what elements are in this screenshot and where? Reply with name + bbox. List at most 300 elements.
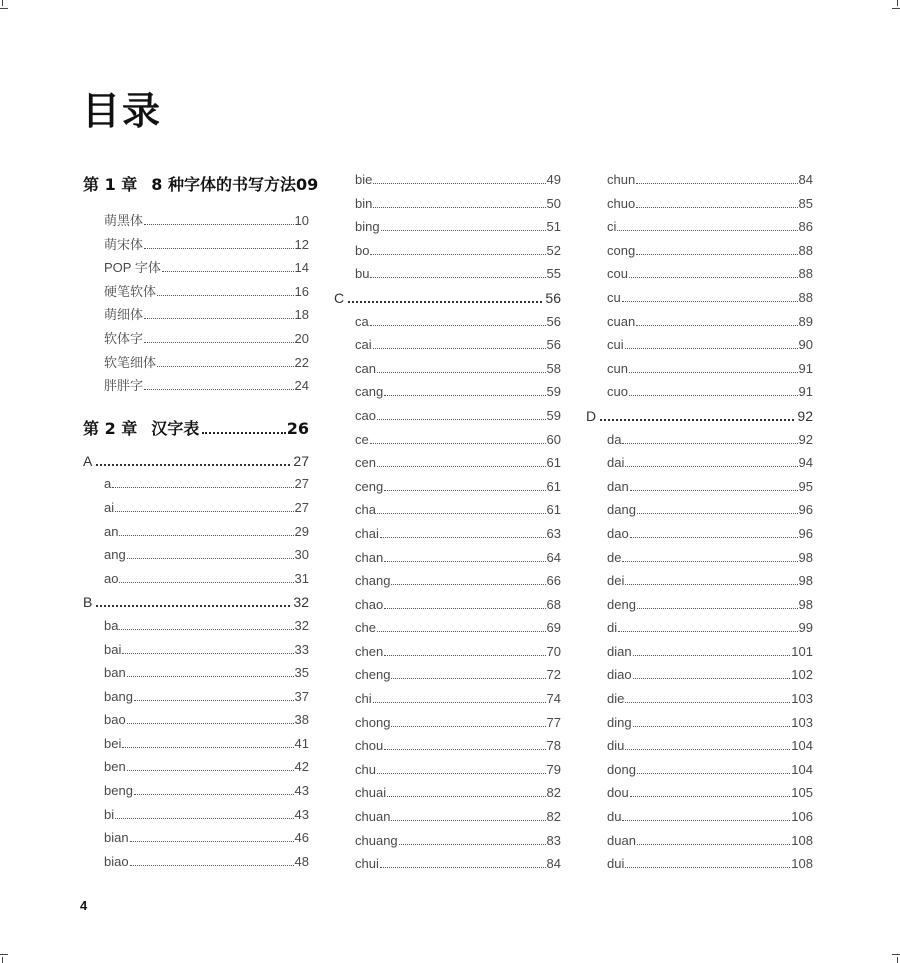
toc-entry-label: chuan [355, 809, 391, 825]
toc-entry-page: 108 [791, 832, 813, 848]
dot-leader [637, 513, 798, 514]
toc-entry-label: dian [607, 643, 632, 659]
toc-entry-label: bin [355, 195, 373, 211]
toc-entry-label: dui [607, 856, 625, 872]
toc-entry-label: cuo [607, 384, 628, 400]
toc-entry-page: 56 [545, 289, 561, 306]
chapter-heading[interactable] [83, 416, 309, 440]
crop-mark [2, 957, 9, 963]
toc-entry-label: 软笔细体 [104, 354, 157, 370]
toc-entry-label: bai [104, 641, 122, 657]
dot-leader [630, 537, 798, 538]
toc-entry[interactable] [83, 642, 309, 666]
toc-entry[interactable] [83, 689, 309, 713]
toc-entry[interactable] [586, 526, 813, 550]
toc-entry[interactable] [334, 432, 561, 456]
toc-entry-label: che [355, 620, 376, 636]
toc-entry-label: cen [355, 455, 376, 471]
crop-mark [891, 957, 898, 963]
toc-entry[interactable] [586, 691, 813, 715]
toc-entry-label: bao [104, 712, 126, 728]
dot-leader [380, 537, 546, 538]
toc-entry-page: 30 [294, 547, 309, 563]
toc-entry[interactable] [83, 304, 309, 328]
toc-letter-heading[interactable] [83, 453, 309, 477]
dot-leader [600, 419, 794, 421]
toc-entry[interactable] [83, 375, 309, 399]
toc-entry[interactable] [586, 738, 813, 762]
toc-entry[interactable] [586, 573, 813, 597]
toc-entry[interactable] [83, 352, 309, 376]
dot-leader [380, 867, 546, 868]
toc-entry[interactable] [334, 314, 561, 338]
spacer [83, 399, 309, 416]
toc-entry-page: 56 [546, 313, 561, 329]
toc-entry[interactable] [334, 337, 561, 361]
toc-entry-label: bei [104, 735, 122, 751]
toc-entry[interactable] [586, 432, 813, 456]
toc-entry[interactable] [586, 856, 813, 880]
dot-leader [377, 773, 546, 774]
toc-entry-label: chou [355, 738, 384, 754]
toc-entry-page: 92 [797, 407, 813, 424]
dot-leader [377, 513, 546, 514]
toc-entry-label: a [104, 476, 112, 492]
toc-entry[interactable] [83, 759, 309, 783]
crop-mark [0, 948, 8, 955]
toc-entry-label: dan [607, 478, 629, 494]
toc-entry[interactable] [586, 667, 813, 691]
toc-entry[interactable] [83, 547, 309, 571]
toc-entry[interactable] [334, 620, 561, 644]
dot-leader [115, 511, 293, 512]
dot-leader [629, 372, 798, 373]
toc-entry-page: 91 [798, 384, 813, 400]
dot-leader [157, 295, 294, 296]
dot-leader [625, 702, 790, 703]
toc-letter-heading[interactable] [334, 290, 561, 314]
toc-entry-page: 43 [294, 783, 309, 799]
dot-leader [637, 608, 798, 609]
toc-entry-label: ben [104, 759, 126, 775]
toc-entry-page: 82 [546, 809, 561, 825]
toc-entry[interactable] [83, 210, 309, 234]
toc-entry[interactable] [586, 455, 813, 479]
chapter-title: 8 种字体的书写方法09 [151, 175, 319, 194]
dot-leader [630, 490, 798, 491]
page-number: 4 [80, 898, 88, 913]
dot-leader [633, 678, 791, 679]
toc-entry[interactable] [334, 384, 561, 408]
toc-entry-page: 103 [791, 691, 813, 707]
toc-entry[interactable] [83, 281, 309, 305]
toc-entry-label: du [607, 809, 622, 825]
toc-entry[interactable] [334, 172, 561, 196]
dot-leader [391, 584, 545, 585]
toc-entry-label: bu [355, 266, 370, 282]
toc-entry-label: duan [607, 832, 636, 848]
toc-entry-label: cu [607, 289, 621, 305]
toc-entry-label: bian [104, 830, 129, 846]
toc-entry[interactable] [83, 854, 309, 878]
toc-entry[interactable] [586, 785, 813, 809]
crop-mark [2, 0, 9, 6]
toc-entry[interactable] [334, 502, 561, 526]
toc-entry-label: can [355, 360, 376, 376]
toc-entry-label: ci [607, 219, 617, 235]
dot-leader [391, 726, 545, 727]
toc-entry-label: 硬笔软体 [104, 283, 157, 299]
toc-entry-page: 24 [294, 378, 309, 394]
toc-entry-page: 105 [791, 785, 813, 801]
toc-entry-label: 萌黑体 [104, 213, 144, 228]
toc-entry[interactable] [83, 524, 309, 548]
toc-entry-label: chuai [355, 785, 387, 801]
dot-leader [122, 653, 293, 654]
toc-entry[interactable] [334, 526, 561, 550]
toc-entry-page: 91 [798, 360, 813, 376]
toc-entry-label: chai [355, 525, 379, 541]
toc-entry-label: ban [104, 665, 126, 681]
toc-entry[interactable] [83, 830, 309, 854]
toc-entry-label: chun [607, 172, 636, 187]
dot-leader [633, 655, 791, 656]
toc-entry-page: 86 [798, 219, 813, 235]
toc-entry-label: bi [104, 806, 115, 822]
toc-entry-label: bang [104, 688, 133, 704]
dot-leader [391, 678, 545, 679]
toc-entry-label: ceng [355, 478, 384, 494]
dot-leader [387, 796, 545, 797]
dot-leader [370, 254, 545, 255]
toc-entry-page: 61 [546, 478, 561, 494]
toc-entry[interactable] [586, 219, 813, 243]
toc-entry[interactable] [586, 314, 813, 338]
toc-entry-label: cou [607, 266, 628, 282]
toc-entry[interactable] [334, 597, 561, 621]
dot-leader [622, 820, 790, 821]
dot-leader [625, 749, 790, 750]
toc-entry-label: 萌宋体 [104, 236, 144, 252]
toc-entry-page: 104 [791, 738, 813, 754]
dot-leader [636, 183, 797, 184]
toc-entry[interactable] [83, 234, 309, 258]
dot-leader [202, 432, 285, 434]
toc-entry-page: 106 [791, 809, 813, 825]
toc-entry-page: 22 [294, 354, 309, 370]
toc-entry-label: ce [355, 431, 369, 447]
toc-entry-label: bing [355, 219, 380, 235]
toc-entry-page: 104 [791, 761, 813, 777]
chapter-heading[interactable] [83, 172, 319, 196]
toc-entry-label: ao [104, 570, 119, 586]
toc-entry-label: B [83, 594, 93, 611]
toc-entry[interactable] [586, 762, 813, 786]
toc-entry[interactable] [334, 243, 561, 267]
toc-entry[interactable] [334, 738, 561, 762]
toc-entry-page: 37 [294, 688, 309, 704]
toc-entry[interactable] [83, 736, 309, 760]
dot-leader [618, 631, 797, 632]
dot-leader [112, 487, 293, 488]
toc-entry-page: 49 [546, 172, 561, 187]
toc-entry-page: 52 [546, 242, 561, 258]
dot-leader [637, 773, 790, 774]
toc-entry-page: 92 [798, 431, 813, 447]
toc-entry[interactable] [334, 408, 561, 432]
toc-entry-page: 88 [798, 266, 813, 282]
toc-entry-label: diu [607, 738, 625, 754]
toc-entry-label: di [607, 620, 618, 636]
toc-entry-label: dou [607, 785, 629, 801]
toc-entry-page: 27 [293, 452, 309, 469]
dot-leader [377, 372, 546, 373]
dot-leader [636, 254, 797, 255]
dot-leader [633, 726, 791, 727]
toc-entry-label: dai [607, 455, 625, 471]
dot-leader [373, 207, 545, 208]
toc-entry[interactable] [586, 502, 813, 526]
toc-entry[interactable] [334, 455, 561, 479]
toc-entry-page: 16 [294, 283, 309, 299]
dot-leader [96, 605, 290, 607]
toc-entry-page: 46 [294, 830, 309, 846]
chapter-number: 第 2 章 [83, 418, 138, 438]
toc-column-2 [334, 172, 561, 880]
toc-entry[interactable] [83, 807, 309, 831]
toc-entry-label: cha [355, 502, 376, 518]
toc-entry-label: chui [355, 856, 379, 872]
spacer [83, 196, 309, 210]
toc-entry-label: dao [607, 525, 629, 541]
toc-list [586, 172, 813, 880]
toc-entry-page: 90 [798, 337, 813, 353]
toc-entry-page: 20 [294, 330, 309, 346]
toc-entry-page: 59 [546, 384, 561, 400]
toc-entry-label: chu [355, 761, 376, 777]
toc-entry-label: deng [607, 596, 636, 612]
toc-entry[interactable] [586, 243, 813, 267]
toc-entry-page: 38 [294, 712, 309, 728]
dot-leader [381, 230, 546, 231]
toc-entry[interactable] [334, 691, 561, 715]
spacer [83, 440, 309, 453]
toc-entry-page: 32 [294, 617, 309, 633]
toc-entry[interactable] [586, 290, 813, 314]
toc-entry[interactable] [83, 328, 309, 352]
toc-entry[interactable] [83, 712, 309, 736]
dot-leader [373, 348, 546, 349]
toc-entry[interactable] [586, 337, 813, 361]
toc-entry[interactable] [83, 783, 309, 807]
toc-entry[interactable] [586, 196, 813, 220]
toc-entry[interactable] [334, 196, 561, 220]
dot-leader [630, 796, 791, 797]
toc-entry[interactable] [83, 618, 309, 642]
toc-entry[interactable] [586, 550, 813, 574]
toc-entry-page: 95 [798, 478, 813, 494]
toc-entry[interactable] [334, 219, 561, 243]
toc-entry-page: 43 [294, 806, 309, 822]
dot-leader [144, 248, 294, 249]
toc-entry-label: 萌细体 [104, 307, 144, 323]
dot-leader [384, 561, 545, 562]
dot-leader [115, 818, 293, 819]
dot-leader [119, 629, 293, 630]
toc-entry-label: cong [607, 242, 636, 258]
toc-entry-label: diao [607, 667, 632, 683]
dot-leader [377, 466, 546, 467]
toc-entry-label: cheng [355, 667, 391, 683]
toc-entry-page: 88 [798, 289, 813, 305]
dot-leader [157, 366, 294, 367]
dot-leader [377, 631, 546, 632]
toc-entry[interactable] [334, 361, 561, 385]
toc-entry-label: POP 字体 [104, 260, 161, 276]
toc-entry-page: 68 [546, 596, 561, 612]
toc-entry[interactable] [334, 762, 561, 786]
toc-entry-page: 12 [294, 236, 309, 252]
toc-entry-page: 96 [798, 525, 813, 541]
toc-entry[interactable] [334, 573, 561, 597]
toc-entry-page: 85 [798, 195, 813, 211]
toc-entry[interactable] [83, 665, 309, 689]
toc-entry-page: 88 [798, 242, 813, 258]
toc-entry-label: chuo [607, 195, 636, 211]
toc-entry[interactable] [83, 476, 309, 500]
toc-entry-page: 63 [546, 525, 561, 541]
toc-entry-page: 89 [798, 313, 813, 329]
toc-entry[interactable] [334, 785, 561, 809]
toc-entry[interactable] [586, 384, 813, 408]
toc-entry-page: 82 [546, 785, 561, 801]
dot-leader [622, 561, 797, 562]
toc-entry[interactable] [586, 266, 813, 290]
toc-entry-page: 48 [294, 853, 309, 869]
toc-column-1 [83, 172, 319, 877]
dot-leader [119, 582, 293, 583]
dot-leader [373, 183, 545, 184]
dot-leader [384, 608, 545, 609]
toc-entry-page: 56 [546, 337, 561, 353]
dot-leader [637, 844, 790, 845]
toc-entry-page: 72 [546, 667, 561, 683]
toc-entry-page: 29 [294, 523, 309, 539]
toc-entry-page: 84 [798, 172, 813, 187]
toc-entry-page: 50 [546, 195, 561, 211]
dot-leader [134, 700, 294, 701]
toc-entry[interactable] [334, 266, 561, 290]
toc-entry-label: beng [104, 783, 133, 799]
toc-entry[interactable] [334, 479, 561, 503]
toc-entry-label: ba [104, 617, 119, 633]
dot-leader [127, 676, 294, 677]
toc-entry-label: cun [607, 360, 628, 376]
dot-leader [144, 342, 294, 343]
toc-entry[interactable] [586, 715, 813, 739]
dot-leader [348, 301, 542, 303]
toc-entry[interactable] [586, 620, 813, 644]
toc-entry-page: 51 [546, 219, 561, 235]
toc-entry-label: 胖胖字 [104, 378, 144, 394]
dot-leader [370, 443, 546, 444]
dot-leader [144, 318, 294, 319]
dot-leader [370, 277, 545, 278]
toc-entry[interactable] [586, 361, 813, 385]
toc-entry[interactable] [586, 833, 813, 857]
toc-entry-page: 18 [294, 307, 309, 323]
toc-entry-label: biao [104, 853, 129, 869]
toc-entry[interactable] [334, 644, 561, 668]
toc-entry-page: 33 [294, 641, 309, 657]
dot-leader [384, 490, 545, 491]
toc-entry[interactable] [334, 809, 561, 833]
toc-letter-heading[interactable] [83, 594, 309, 618]
toc-entry[interactable] [334, 856, 561, 880]
page-title: 目录 [82, 89, 163, 133]
toc-entry[interactable] [586, 597, 813, 621]
toc-entry-page: 27 [294, 499, 309, 515]
toc-entry-page: 59 [546, 407, 561, 423]
toc-entry[interactable] [586, 809, 813, 833]
toc-entry-label: ai [104, 499, 115, 515]
dot-leader [384, 655, 545, 656]
toc-entry-label: cai [355, 337, 372, 353]
dot-leader [629, 395, 798, 396]
toc-entry-label: ang [104, 547, 126, 563]
toc-entry[interactable] [83, 571, 309, 595]
toc-entry[interactable] [334, 833, 561, 857]
toc-entry-label: chen [355, 643, 384, 659]
toc-entry-page: 64 [546, 549, 561, 565]
toc-entry-label: bie [355, 172, 373, 187]
toc-entry-label: cui [607, 337, 624, 353]
dot-leader [636, 325, 797, 326]
toc-entry-page: 83 [546, 832, 561, 848]
toc-entry[interactable] [334, 550, 561, 574]
dot-leader [144, 389, 294, 390]
toc-entry-page: 35 [294, 665, 309, 681]
dot-leader [144, 224, 294, 225]
toc-entry[interactable] [83, 500, 309, 524]
toc-entry-label: dong [607, 761, 636, 777]
toc-letter-heading[interactable] [586, 408, 813, 432]
toc-column-3 [586, 172, 813, 880]
toc-entry-page: 42 [294, 759, 309, 775]
toc-entry[interactable] [334, 667, 561, 691]
toc-entry-label: dang [607, 502, 636, 518]
toc-entry-page: 70 [546, 643, 561, 659]
toc-entry-label: chong [355, 714, 391, 730]
toc-entry-label: an [104, 523, 119, 539]
toc-entry[interactable] [334, 715, 561, 739]
toc-entry[interactable] [586, 172, 813, 196]
toc-entry-page: 98 [798, 596, 813, 612]
toc-entry-page: 61 [546, 502, 561, 518]
toc-entry[interactable] [586, 644, 813, 668]
toc-entry-label: cuan [607, 313, 636, 329]
toc-entry-page: 94 [798, 455, 813, 471]
toc-entry[interactable] [83, 257, 309, 281]
dot-leader [625, 348, 798, 349]
dot-leader [119, 535, 293, 536]
toc-entry-page: 103 [791, 714, 813, 730]
toc-entry[interactable] [586, 479, 813, 503]
dot-leader [625, 466, 797, 467]
toc-entry-page: 98 [798, 549, 813, 565]
dot-leader [127, 723, 294, 724]
dot-leader [373, 702, 546, 703]
